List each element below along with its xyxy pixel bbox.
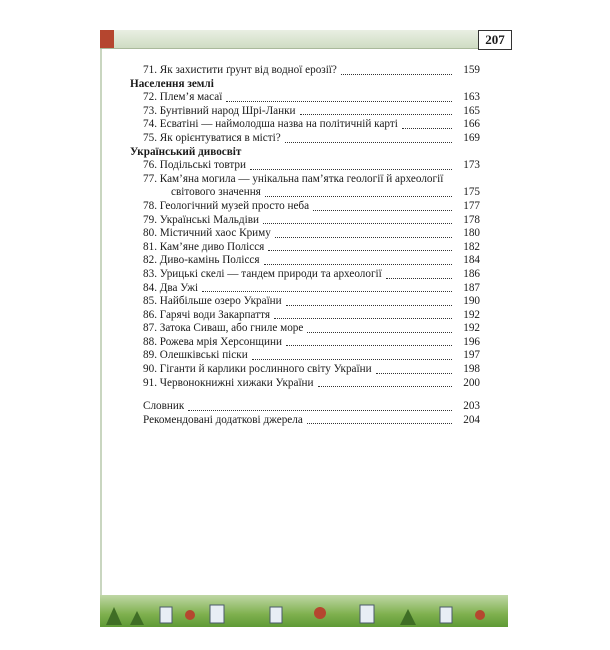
dot-leader [402,128,452,129]
toc-entry-title: 82. Диво-камінь Полісся [143,254,260,267]
toc-entry-title: 79. Українські Мальдіви [143,213,259,226]
toc-entry-page: 166 [463,118,480,131]
dot-leader [226,101,452,102]
toc-entry-86 [130,309,480,323]
toc-entry-74 [130,118,480,132]
toc-entry-title: 78. Геологічний музей просто неба [143,199,310,212]
toc-entry-72 [130,91,480,105]
toc-entry-title: 75. Як орієнтуватися в місті? [143,131,281,144]
toc-entry-91 [130,377,480,391]
toc-entry-page: 186 [463,267,480,280]
dot-leader [275,237,452,238]
toc-entry-title: 81. Кам’яне диво Полісся [143,240,265,253]
dot-leader [386,278,452,279]
dot-leader [265,196,452,197]
dot-leader [268,250,452,251]
toc-entry-page: 178 [463,213,480,226]
toc-entry-page: 180 [463,227,480,240]
dot-leader [307,423,452,424]
toc-entry-title: 91. Червонокнижні хижаки України [143,376,314,389]
dot-leader [300,114,452,115]
toc-entry-page: 177 [463,199,480,212]
dot-leader [286,345,452,346]
section-heading-ukrainian-wonders: Український дивосвіт [130,145,242,158]
toc-entry-88 [130,336,480,350]
toc-entry-89 [130,349,480,363]
toc-entry-76 [130,159,480,173]
toc-entry-title: 89. Олешківські піски [143,349,248,362]
toc-entry-80 [130,227,480,241]
dot-leader [376,373,452,374]
toc-entry-title: 73. Бунтівний народ Шрі-Ланки [143,104,296,117]
dot-leader [318,386,452,387]
dot-leader [202,291,452,292]
toc-entry-title: 74. Есватіні — наймолодша назва на політичній карті [143,118,398,131]
toc-entry-page: 159 [463,64,480,76]
toc-entry-page: 204 [463,413,480,426]
toc-entry-title: 88. Рожева мрія Херсонщини [143,335,282,348]
toc-entry-page: 203 [463,400,480,413]
toc-entry-title: 83. Урицькі скелі — тандем природи та археології [143,267,382,280]
toc-entry-page: 165 [463,104,480,117]
toc-entry-82 [130,254,480,268]
toc-entry-page: 184 [463,254,480,267]
toc-entry-77 [130,173,480,200]
toc-entry-page: 173 [463,159,480,172]
toc-entry-page: 169 [463,131,480,144]
toc-entry-87 [130,322,480,336]
footer-decoration [100,595,508,627]
toc-entry-title-line1: 77. Кам’яна могила — унікальна пам’ятка геології й археології [143,172,444,185]
toc-entry-75 [130,132,480,146]
toc-entry-page: 197 [463,349,480,362]
toc-entry-83 [130,268,480,282]
dot-leader [286,305,452,306]
toc-entry-title: 90. Гіганти й карлики рослинного світу України [143,363,372,376]
toc-entry-title: 86. Гарячі води Закарпаття [143,308,270,321]
toc-entry-title: Рекомендовані додаткові джерела [143,413,303,426]
toc-entry-90 [130,363,480,377]
section-heading-population: Населення землі [130,77,214,90]
toc-entry-title: Словник [143,400,185,413]
toc-entry-title-line2: світового значення [171,186,261,199]
toc-entry-title: 71. Як захистити ґрунт від водної ерозії? [143,64,337,76]
dot-leader [250,169,452,170]
toc-entry-title: 80. Містичний хаос Криму [143,227,271,240]
header-decoration [100,30,480,49]
toc-entry-page: 182 [463,240,480,253]
dot-leader [274,318,452,319]
toc-entry-78 [130,200,480,214]
toc-entry-71 [130,64,480,78]
dot-leader [307,332,452,333]
dot-leader [252,359,452,360]
toc-entry-title: 87. Затока Сиваш, або гниле море [143,322,304,335]
toc-entry-title: 85. Найбільше озеро України [143,295,282,308]
toc-entry-page: 198 [463,363,480,376]
table-of-contents [130,64,480,427]
toc-entry-sources [130,414,480,428]
toc-entry-73 [130,105,480,119]
toc-entry-81 [130,241,480,255]
footer-ornament-icon [100,595,508,627]
toc-entry-title: 84. Два Ужі [143,281,199,294]
toc-entry-84 [130,282,480,296]
toc-entry-title: 76. Подільські товтри [143,159,246,172]
toc-entry-page: 196 [463,335,480,348]
toc-entry-page: 192 [463,322,480,335]
spacer [130,390,480,400]
dot-leader [341,74,452,75]
toc-entry-title: 72. Плем’я масаї [143,91,223,104]
toc-entry-page: 163 [463,91,480,104]
dot-leader [264,264,452,265]
toc-entry-page: 190 [463,295,480,308]
dot-leader [188,410,452,411]
toc-entry-page: 187 [463,281,480,294]
toc-entry-page: 175 [463,186,480,199]
dot-leader [263,223,452,224]
dot-leader [285,142,452,143]
toc-entry-79 [130,214,480,228]
toc-entry-page: 200 [463,376,480,389]
toc-entry-85 [130,295,480,309]
page-number: 207 [478,30,512,50]
dot-leader [313,210,452,211]
toc-entry-glossary [130,400,480,414]
toc-entry-page: 192 [463,308,480,321]
